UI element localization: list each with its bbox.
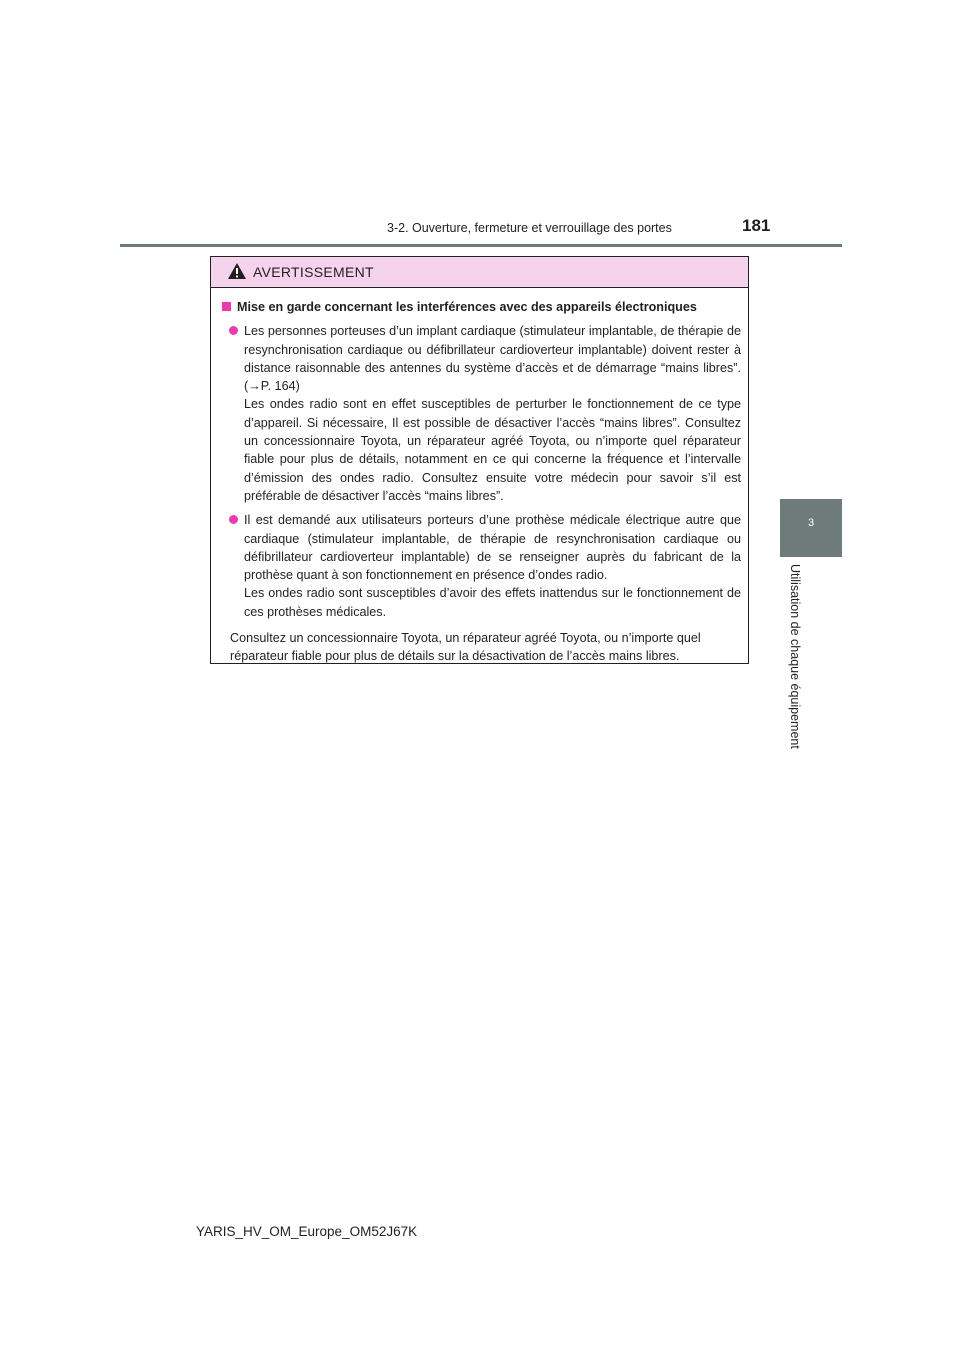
paragraph: Les ondes radio sont en effet susceptibles de perturber le fonctionnement de ce type d’appareil. Si nécessaire, Il est possible de désactiver l’accès “mains libres”. Consultez un concessionnaire Toyota, un réparateur agréé Toyota, ou n’importe quel réparateur fiable pour plus de détails, notamment en ce qui concerne la fréquence et l’intervalle d’émission des ondes radio. Consultez ensuite votre médecin pour savoir s’il est préférable de désactiver l’accès “mains libres”. (244, 397, 741, 503)
warning-title: AVERTISSEMENT (253, 264, 374, 280)
paragraph: Il est demandé aux utilisateurs porteurs d’une prothèse médicale électrique autre que cardiaque (stimulateur implantable, de thérapie de resynchronisation cardiaque ou défibrillateur cardioverteur implantable) de se renseigner auprès du fabricant de la prothèse quant à son fonctionnement en présence d’ondes radio. (244, 513, 741, 583)
round-bullet-icon (229, 515, 238, 524)
warning-header (211, 257, 748, 288)
header-divider (120, 244, 842, 247)
chapter-tab (780, 499, 842, 557)
closing-note (218, 629, 741, 666)
chapter-title: Utilisation de chaque équipement (788, 564, 802, 749)
document-code: YARIS_HV_OM_Europe_OM52J67K (196, 1224, 418, 1239)
paragraph: Les ondes radio sont susceptibles d’avoir des effets inattendus sur le fonctionnement de ces prothèses médicales. (244, 586, 741, 619)
running-header: 3-2. Ouverture, fermeture et verrouillage des portes (387, 221, 672, 235)
chapter-number: 3 (807, 517, 815, 529)
warning-box (210, 256, 749, 664)
warning-body (211, 288, 748, 666)
section-heading (218, 298, 741, 316)
list-item (218, 511, 741, 621)
paragraph: Consultez un concessionnaire Toyota, un réparateur agréé Toyota, ou n’importe quel réparateur fiable pour plus de détails sur la désactivation de l’accès mains libres. (230, 631, 701, 664)
paragraph: Les personnes porteuses d’un implant cardiaque (stimulateur implantable, de thérapie de resynchronisation cardiaque ou défibrillateur cardioverteur implantable) doivent rester à distance raisonnable des antennes du système d’accès et de démarrage “mains libres”. (→P. 164) (244, 324, 741, 394)
warning-triangle-icon (227, 262, 247, 280)
section-heading-text: Mise en garde concernant les interférences avec des appareils électroniques (237, 300, 697, 314)
list-item (218, 322, 741, 505)
round-bullet-icon (229, 326, 238, 335)
square-bullet-icon (222, 302, 231, 311)
page-number: 181 (742, 216, 771, 235)
